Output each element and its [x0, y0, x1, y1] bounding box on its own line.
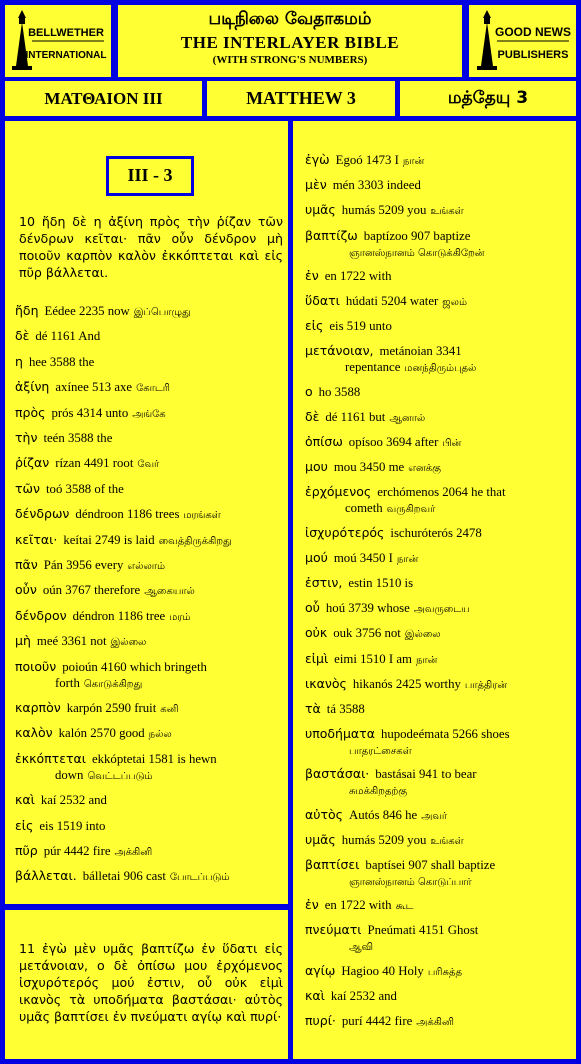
greek-word: πᾶν [15, 557, 38, 572]
word-entry [15, 792, 285, 808]
word-entry [15, 405, 285, 423]
greek-word: εἰμὶ [305, 650, 329, 666]
word-entry [305, 550, 577, 568]
transliteration-strongs-gloss: déndroon 1186 trees [75, 507, 180, 522]
word-entry [305, 177, 577, 193]
tamil-gloss: வேர் [137, 459, 160, 471]
left-verse-panel [5, 121, 288, 904]
word-entry [15, 557, 285, 575]
tamil-gloss: எல்லாம் [127, 561, 166, 572]
transliteration-strongs-gloss: ischuróterós 2478 [390, 525, 482, 540]
word-entry [15, 868, 285, 886]
transliteration-strongs-gloss: kaí 2532 and [40, 793, 107, 808]
transliteration-strongs-gloss: bálletai 906 cast [82, 869, 166, 884]
transliteration-strongs-gloss: Eédee 2235 now [44, 304, 130, 318]
transliteration-strongs-gloss: húdati 5204 water [345, 294, 439, 308]
transliteration-strongs-gloss: kaí 2532 and [330, 988, 397, 1003]
tamil-gloss: நான் [402, 156, 425, 167]
tamil-gloss: இல்லை [110, 637, 147, 649]
greek-word: ἐστιν, [305, 575, 343, 590]
verse-11-text: 11 ἐγὼ μὲν υμᾶς βαπτίζω ἐν ὕδατι εἰς μετάνοιαν, ο δὲ ὀπίσω μου ἐρχόμενος ἰσχυρότερός μού ἐστιν, οὗ οὐκ εἰμὶ ικανὸς τὰ υποδήματα βαστάσαι· αὐτὸς υμᾶς βαπτίσει ἐν πνεύματι αγίῳ καὶ πυρί· [19, 941, 283, 1024]
tamil-gloss: அக்கினி [416, 1017, 454, 1028]
tamil-gloss: வெட்டப்படும் [87, 770, 153, 782]
bellwether-logo [5, 5, 111, 77]
word-entry [15, 818, 285, 834]
gloss-continuation [305, 359, 577, 377]
greek-word: καὶ [305, 987, 325, 1003]
tamil-gloss: உங்கள் [430, 835, 464, 847]
word-entry [305, 575, 577, 591]
tamil-gloss: வருகிறவர் [386, 504, 436, 516]
greek-word: τὰ [305, 701, 321, 716]
tamil-gloss: பின் [442, 438, 462, 449]
greek-book-title: ΜΑΤΘΑΙΟΝ III [5, 81, 202, 116]
greek-word: τῶν [15, 480, 40, 496]
greek-word: πρὸς [15, 404, 46, 420]
tamil-gloss: ஜலம் [442, 297, 467, 308]
header-title-block [118, 5, 462, 77]
greek-word: ῥίζαν [15, 455, 50, 471]
word-entry [305, 701, 577, 717]
word-entry [15, 303, 285, 321]
greek-word: αὐτὸς [305, 806, 343, 822]
greek-word: ὀπίσω [305, 434, 343, 449]
transliteration-strongs-gloss: púr 4442 fire [43, 844, 111, 858]
tamil-gloss: ஆவி [349, 942, 374, 954]
transliteration-strongs-gloss: dé 1161 And [35, 329, 101, 344]
greek-word: οὖν [15, 582, 37, 598]
transliteration-strongs-gloss: prós 4314 unto [51, 405, 129, 420]
transliteration-strongs-gloss: erchómenos 2064 he that [377, 485, 506, 500]
gloss-continuation-text: cometh [345, 501, 383, 516]
greek-word: υποδήματα [305, 726, 375, 742]
word-entry [305, 202, 577, 220]
tamil-gloss: கொடுக்கிறது [83, 678, 143, 690]
word-entry [305, 651, 577, 669]
tamil-gloss: கூட [395, 901, 414, 913]
verse-11-panel [5, 910, 288, 1059]
word-entry [15, 608, 285, 626]
tamil-gloss: மரங்கள் [183, 510, 221, 522]
gloss-continuation [305, 873, 577, 891]
transliteration-strongs-gloss: baptísei 907 shall baptize [365, 858, 496, 872]
tamil-gloss: கோடரி [136, 383, 170, 395]
tamil-book-title: மத்தேயு 3 [400, 81, 576, 116]
gloss-continuation-text: repentance [345, 360, 401, 375]
greek-word: ἐκκόπτεται [15, 750, 86, 766]
greek-word: καὶ [15, 792, 35, 808]
tamil-gloss: பாத்திரன் [464, 679, 508, 691]
word-entry [305, 676, 577, 694]
greek-word: βαπτίσει [305, 857, 360, 872]
tamil-gloss: அக்கினி [114, 847, 153, 858]
tamil-gloss: ஞானஸ்நானம் கொடுப்பார் [349, 877, 472, 888]
transliteration-strongs-gloss: ouk 3756 not [333, 626, 401, 641]
bell-tower-icon [8, 8, 108, 74]
greek-word: υμᾶς [305, 202, 336, 218]
transliteration-strongs-gloss: hoú 3739 whose [325, 601, 410, 616]
transliteration-strongs-gloss: Autós 846 he [348, 807, 418, 822]
greek-word: μου [305, 459, 328, 475]
greek-word: ἀξίνη [15, 379, 50, 395]
greek-word: υμᾶς [305, 831, 336, 847]
tamil-gloss: அவர் [421, 810, 448, 822]
tamil-gloss: சுமக்கிறதற்கு [349, 786, 408, 798]
greek-word: δὲ [15, 328, 30, 344]
greek-word: βαπτίζω [305, 227, 358, 243]
transliteration-strongs-gloss: moú 3450 I [333, 550, 393, 565]
tamil-gloss: மரம் [169, 611, 191, 623]
greek-word: μὲν [305, 177, 327, 193]
word-entry [15, 430, 285, 446]
greek-word: ὕδατι [305, 293, 340, 308]
greek-word: ἐν [305, 267, 319, 283]
bell-tower-icon [473, 8, 573, 74]
gloss-continuation [305, 938, 577, 956]
greek-word: ἰσχυρότερός [305, 524, 385, 540]
book-subtitle: (WITH STRONG'S NUMBERS) [212, 54, 368, 66]
word-entry [15, 481, 285, 497]
greek-word: ικανὸς [305, 675, 347, 691]
greek-word: πῦρ [15, 843, 38, 858]
transliteration-strongs-gloss: toó 3588 of the [45, 481, 124, 496]
word-entry [15, 725, 285, 743]
right-word-panel [293, 121, 576, 1059]
transliteration-strongs-gloss: keítai 2749 is laid [63, 532, 155, 547]
transliteration-strongs-gloss: teén 3588 the [43, 431, 113, 445]
transliteration-strongs-gloss: déndron 1186 tree [72, 608, 166, 623]
greek-word: ἐρχόμενος [305, 484, 372, 500]
greek-word: κεῖται· [15, 531, 58, 547]
logo-text-line2: INTERNATIONAL [25, 50, 107, 61]
greek-word: μὴ [15, 633, 31, 649]
gloss-continuation [305, 244, 577, 262]
greek-word: πνεύματι [305, 922, 362, 938]
transliteration-strongs-gloss: humás 5209 you [341, 203, 427, 218]
greek-word: καλὸν [15, 725, 53, 741]
transliteration-strongs-gloss: mou 3450 me [333, 460, 405, 475]
greek-word: βαστάσαι· [305, 766, 370, 782]
gloss-continuation [305, 742, 577, 760]
tamil-gloss: அவருடைய [413, 604, 470, 616]
word-entry [305, 963, 577, 981]
word-entry [15, 328, 285, 344]
greek-word: αγίῳ [305, 962, 336, 978]
greek-word: η [15, 353, 23, 369]
gloss-continuation [305, 500, 577, 518]
word-entry [305, 409, 577, 427]
book-title: THE INTERLAYER BIBLE [180, 33, 400, 52]
greek-word: καρπὸν [15, 700, 61, 715]
word-entry [15, 633, 285, 651]
gloss-continuation [305, 782, 577, 800]
word-entry [305, 726, 577, 760]
chapter-verse-label: III - 3 [106, 156, 194, 196]
word-entry [15, 843, 285, 861]
tamil-gloss: ஆனால் [389, 412, 426, 424]
word-entry [305, 152, 577, 170]
verse-10-text: 10 ἤδη δὲ η ἀξίνη πρὸς τὴν ῥίζαν τῶν δένδρων κεῖται· πᾶν οὖν δένδρον μὴ ποιοῦν καρπὸν καλὸν ἐκκόπτεται καὶ εἰς πῦρ βάλλεται. [19, 214, 283, 280]
word-entry [305, 922, 577, 956]
greek-word: δένδρον [15, 607, 67, 623]
transliteration-strongs-gloss: Pneúmati 4151 Ghost [367, 923, 479, 938]
word-entry [305, 857, 577, 891]
transliteration-strongs-gloss: eimi 1510 I am [334, 651, 413, 666]
word-entry [15, 506, 285, 524]
transliteration-strongs-gloss: karpón 2590 fruit [66, 701, 157, 715]
transliteration-strongs-gloss: baptízoo 907 baptize [363, 228, 471, 243]
word-entry [305, 807, 577, 825]
transliteration-strongs-gloss: Pán 3956 every [43, 558, 124, 572]
tamil-gloss: ஆகையால் [144, 586, 195, 598]
greek-word: ο [305, 383, 313, 399]
greek-word: βάλλεται. [15, 868, 77, 884]
word-entry [15, 354, 285, 370]
word-entry [305, 384, 577, 400]
gloss-continuation [15, 675, 285, 693]
word-entry [305, 268, 577, 284]
word-entry [15, 659, 285, 693]
english-book-title: MATTHEW 3 [207, 81, 395, 116]
transliteration-strongs-gloss: axínee 513 axe [55, 380, 133, 395]
transliteration-strongs-gloss: hikanós 2425 worthy [352, 676, 461, 691]
word-entry [305, 1013, 577, 1031]
word-entry [305, 625, 577, 643]
greek-word: εἰς [15, 817, 34, 833]
greek-word: δὲ [305, 408, 320, 424]
greek-word: μετάνοιαν, [305, 343, 374, 359]
gloss-continuation-text: down [55, 767, 84, 782]
word-entry [305, 525, 577, 541]
greek-word: μού [305, 549, 328, 565]
transliteration-strongs-gloss: kalón 2570 good [58, 726, 145, 741]
transliteration-strongs-gloss: Hagioo 40 Holy [341, 963, 424, 978]
gloss-continuation-text: forth [55, 675, 80, 690]
transliteration-strongs-gloss: dé 1161 but [325, 409, 386, 424]
tamil-gloss: இப்பொழுது [133, 307, 191, 318]
transliteration-strongs-gloss: ho 3588 [318, 384, 361, 399]
tamil-gloss: வைத்திருக்கிறது [158, 535, 232, 547]
word-entry [305, 897, 577, 915]
transliteration-strongs-gloss: mén 3303 indeed [332, 178, 421, 193]
word-entry [15, 582, 285, 600]
tamil-gloss: நான் [416, 654, 438, 666]
greek-word: δένδρων [15, 506, 70, 522]
word-entry [305, 832, 577, 850]
tamil-gloss: எனக்கு [408, 463, 441, 475]
word-entry [305, 600, 577, 618]
greek-word: πυρί· [305, 1013, 336, 1028]
word-entry [305, 459, 577, 477]
tamil-gloss: போடப்படும் [169, 872, 230, 884]
transliteration-strongs-gloss: estin 1510 is [348, 576, 414, 590]
word-entry [305, 228, 577, 262]
transliteration-strongs-gloss: tá 3588 [326, 702, 365, 716]
tamil-title: படிநிலை வேதாகமம் [208, 9, 372, 29]
transliteration-strongs-gloss: bastásai 941 to bear [375, 767, 477, 782]
word-entry [305, 434, 577, 452]
greek-word: εἰς [305, 318, 324, 334]
greek-word: τὴν [15, 430, 38, 445]
good-news-logo [469, 5, 576, 77]
greek-word: ἐγὼ [305, 152, 330, 167]
transliteration-strongs-gloss: purí 4442 fire [341, 1014, 413, 1028]
logo-text-line1: BELLWETHER [28, 27, 104, 39]
word-entry [15, 751, 285, 785]
word-entry [305, 484, 577, 518]
word-entry [305, 293, 577, 311]
tamil-gloss: நான் [396, 553, 419, 565]
greek-word: οὐκ [305, 625, 328, 641]
transliteration-strongs-gloss: en 1722 with [324, 898, 392, 913]
transliteration-strongs-gloss: meé 3361 not [36, 634, 107, 649]
word-entry [305, 766, 577, 800]
tamil-gloss: மனந்திரும்புதல் [404, 363, 477, 375]
word-entry [305, 343, 577, 377]
logo-text-line1: GOOD NEWS [494, 25, 571, 39]
transliteration-strongs-gloss: eis 519 unto [329, 319, 392, 334]
transliteration-strongs-gloss: rízan 4491 root [55, 456, 134, 471]
tamil-gloss: பரிசுத்த [427, 966, 463, 978]
logo-text-line2: PUBLISHERS [497, 49, 568, 61]
greek-word: οὗ [305, 600, 320, 616]
transliteration-strongs-gloss: eis 1519 into [39, 818, 106, 833]
transliteration-strongs-gloss: opísoo 3694 after [348, 435, 439, 449]
tamil-gloss: பாதரட்சைகள் [349, 746, 412, 758]
transliteration-strongs-gloss: hupodeémata 5266 shoes [380, 727, 510, 742]
word-entry [305, 318, 577, 334]
transliteration-strongs-gloss: Egoó 1473 I [335, 153, 399, 167]
word-entry [15, 455, 285, 473]
transliteration-strongs-gloss: ekkóptetai 1581 is hewn [91, 751, 217, 766]
transliteration-strongs-gloss: hee 3588 the [28, 354, 95, 369]
word-entry [15, 700, 285, 718]
word-entry [15, 532, 285, 550]
tamil-gloss: உங்கள் [430, 206, 464, 218]
tamil-gloss: கனி [160, 704, 179, 715]
transliteration-strongs-gloss: oún 3767 therefore [42, 583, 141, 598]
tamil-gloss: அங்கே [132, 408, 166, 420]
tamil-gloss: ஞானஸ்நானம் கொடுக்கிறேன் [349, 247, 485, 259]
greek-word: ποιοῦν [15, 658, 57, 674]
transliteration-strongs-gloss: poioún 4160 which bringeth [62, 659, 207, 674]
greek-word: ἤδη [15, 303, 39, 318]
transliteration-strongs-gloss: humás 5209 you [341, 832, 427, 847]
gloss-continuation [15, 767, 285, 785]
transliteration-strongs-gloss: en 1722 with [324, 268, 392, 283]
greek-word: ἐν [305, 897, 319, 913]
transliteration-strongs-gloss: metánoian 3341 [379, 344, 462, 359]
tamil-gloss: இல்லை [404, 629, 441, 641]
word-entry [305, 988, 577, 1004]
tamil-gloss: நல்ல [148, 729, 172, 741]
word-entry [15, 379, 285, 397]
